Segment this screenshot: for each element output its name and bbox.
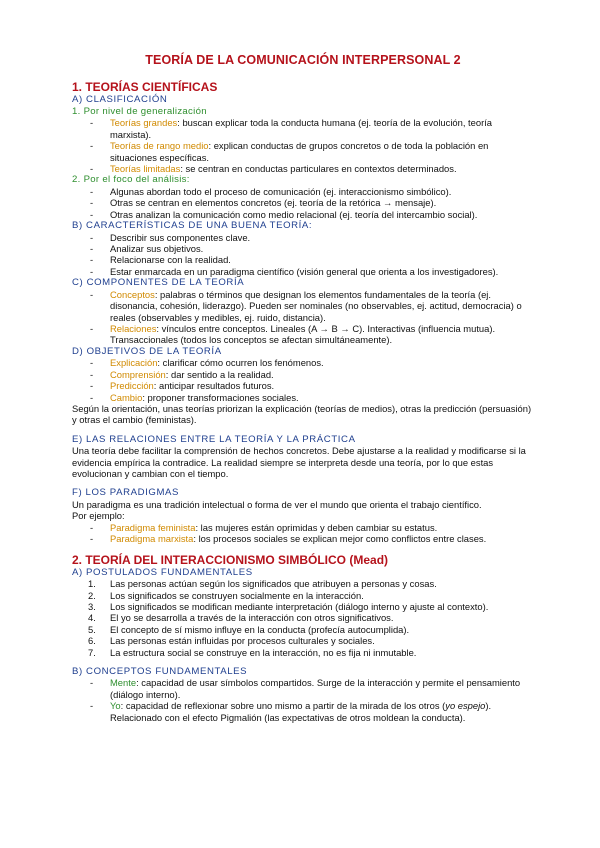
item-number: 2. (88, 589, 96, 601)
list-item (88, 635, 534, 647)
item-text: : proponer transformaciones sociales. (142, 391, 299, 403)
item-text: : buscan explicar toda la conducta humana (ej. teoría de la evolución, teoría marxista). (110, 117, 493, 140)
term: Explicación (110, 357, 158, 369)
list-item (88, 646, 534, 658)
item-text: : se centran en conductas particulares en contextos determinados. (180, 163, 457, 175)
item-number: 1. (88, 578, 96, 590)
list-item (110, 117, 534, 140)
item-text: Las personas están influidas por procesos culturales y sociales. (110, 635, 375, 647)
item-text: : las mujeres están oprimidas y deben cambiar su estatus. (195, 521, 438, 533)
item-text: : anticipar resultados futuros. (153, 380, 275, 392)
item-text: : capacidad de reflexionar sobre uno mismo a partir de la mirada de los otros ( (120, 700, 446, 712)
paradigm-list (72, 522, 534, 545)
list-item (110, 380, 534, 391)
section-1a-heading: A) CLASIFICACIÓN (72, 94, 168, 106)
list-item (110, 323, 534, 346)
section-2a-heading: A) POSTULADOS FUNDAMENTALES (72, 566, 253, 578)
characteristics-list (72, 232, 534, 278)
item-text: Las personas actúan según los significados que atribuyen a personas y cosas. (110, 578, 437, 590)
list-item (110, 357, 534, 368)
term: Cambio (110, 391, 143, 403)
list-item (110, 677, 534, 700)
section-1d-heading: D) OBJETIVOS DE LA TEORÍA (72, 345, 222, 357)
group-1-heading: 1. Por nivel de generalización (72, 105, 207, 117)
item-text: : los procesos sociales se explican mejor como conflictos entre clases. (193, 533, 487, 545)
list-item (88, 578, 534, 590)
item-text: Los significados se construyen socialmente en la interacción. (110, 589, 364, 601)
paradigm-paragraph: Un paradigma es una tradición intelectual o forma de ver el mundo que orienta el trabajo científico. (72, 498, 482, 510)
item-text: : capacidad de usar símbolos compartidos. Surge de la interacción y permite el pensamiento (diálogo interno). (110, 677, 521, 700)
item-text: La estructura social se construye en la interacción, no es fija ni inmutable. (110, 646, 417, 658)
list-item: - Relacionarse con la realidad. (110, 254, 534, 265)
emphasis-text: yo espejo (445, 700, 486, 712)
list-item: - Algunas abordan todo el proceso de comunicación (ej. interaccionismo simbólico). (110, 186, 534, 197)
section-1f-heading: F) LOS PARADIGMAS (72, 487, 180, 499)
components-list (72, 289, 534, 346)
item-number: 4. (88, 612, 96, 624)
list-item (110, 392, 534, 403)
term: Paradigma feminista (110, 521, 196, 533)
objectives-list (72, 357, 534, 403)
item-text: Los significados se modifican mediante interpretación (diálogo interno y ajuste al contexto). (110, 600, 489, 612)
term: Teorías de rango medio (110, 140, 209, 152)
item-text: : vínculos entre conceptos. Lineales (A → B → C). Interactivas (influencia mutua). Transaccionales (todos los conceptos se afectan simultáneamente). (110, 323, 496, 346)
item-text: : palabras o términos que designan los elementos fundamentales de la teoría (ej. disonancia, cohesión, liderazgo). Pueden ser nominales (no observables, ej. actitud, democracia) o reales (observables y medibles, ej. ruido, distancia). (110, 288, 522, 323)
item-text: : dar sentido a la realidad. (165, 368, 274, 380)
list-item (88, 612, 534, 624)
item-number: 6. (88, 635, 96, 647)
item-number: 3. (88, 600, 96, 612)
item-text: El concepto de sí mismo influye en la conducta (profecía autocumplida). (110, 623, 410, 635)
section-1e-heading: E) LAS RELACIONES ENTRE LA TEORÍA Y LA PRÁCTICA (72, 433, 356, 445)
list-item (110, 289, 534, 323)
list-item (110, 163, 534, 174)
item-text: El yo se desarrolla a través de la interacción con otros significativos. (110, 612, 394, 624)
list-item (110, 522, 534, 533)
document-page (72, 55, 534, 723)
list-item: - Otras analizan la comunicación como medio relacional (ej. teoría del intercambio social). (110, 209, 534, 220)
section-1c-heading: C) COMPONENTES DE LA TEORÍA (72, 277, 245, 289)
list-item (110, 533, 534, 544)
list-item (88, 600, 534, 612)
concepts-list (72, 677, 534, 723)
list-item: - Otras se centran en elementos concretos (ej. teoría de la retórica → mensaje). (110, 197, 534, 208)
term: Yo (110, 700, 121, 712)
document-title: TEORÍA DE LA COMUNICACIÓN INTERPERSONAL 2 (145, 53, 461, 67)
theory-practice-paragraph: Una teoría debe facilitar la comprensión de hechos concretos. Debe ajustarse a la realidad y modificarse si la evidencia empírica la contradice. La realidad siempre se interpreta desde una teoría, por lo que estas evolucionan y cambian con el tiempo. (72, 445, 526, 480)
list-item: - Describir sus componentes clave. (110, 232, 534, 243)
list-item (110, 369, 534, 380)
example-label: Por ejemplo: (72, 510, 125, 522)
section-2b-heading: B) CONCEPTOS FUNDAMENTALES (72, 665, 248, 677)
item-number: 7. (88, 646, 96, 658)
item-number: 5. (88, 623, 96, 635)
group-2-heading: 2. Por el foco del análisis: (72, 174, 190, 186)
list-item (88, 589, 534, 601)
term: Relaciones (110, 323, 157, 334)
term: Comprensión (110, 368, 166, 380)
term: Predicción (110, 380, 154, 392)
term: Mente (110, 677, 137, 689)
item-text: ). Relacionado con el efecto Pigmalión (las expectativas de otros moldean la conducta). (110, 700, 492, 723)
section-2-heading: 2. TEORÍA DEL INTERACCIONISMO SIMBÓLICO (Mead) (72, 552, 389, 567)
focus-list (72, 186, 534, 220)
item-text: : clarificar cómo ocurren los fenómenos. (157, 357, 324, 369)
objectives-paragraph: Según la orientación, unas teorías priorizan la explicación (teorías de medios), otras la predicción (persuasión) y otras el cambio (feministas). (72, 402, 532, 426)
list-item (110, 700, 534, 723)
section-1b-heading: B) CARACTERÍSTICAS DE UNA BUENA TEORÍA: (72, 220, 313, 232)
item-text: : explican conductas de grupos concretos o de toda la población en situaciones específicas. (110, 140, 489, 163)
term: Teorías grandes (110, 117, 178, 129)
generalization-list (72, 117, 534, 174)
section-1-heading: 1. TEORÍAS CIENTÍFICAS (72, 80, 218, 95)
postulates-list (72, 578, 534, 658)
term: Paradigma marxista (110, 533, 194, 545)
list-item (110, 140, 534, 163)
term: Conceptos (110, 288, 155, 300)
term: Teorías limitadas (110, 163, 181, 175)
list-item: - Estar enmarcada en un paradigma científico (visión general que orienta a los investigadores). (110, 266, 534, 277)
list-item: - Analizar sus objetivos. (110, 243, 534, 254)
list-item (88, 623, 534, 635)
